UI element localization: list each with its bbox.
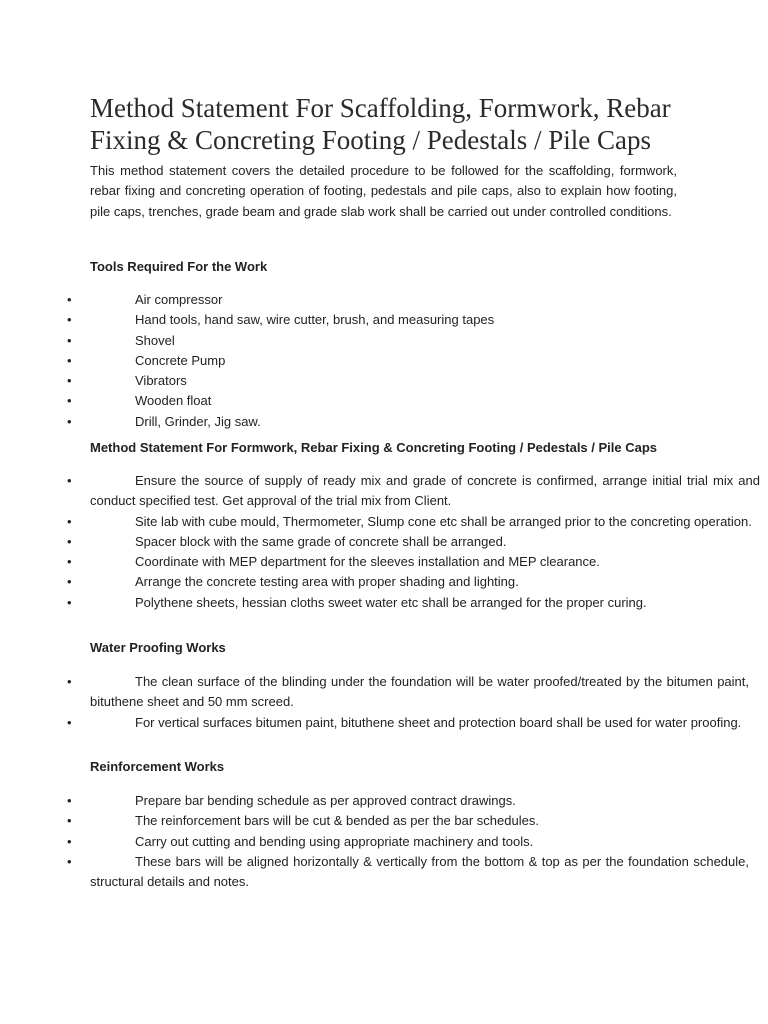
- list-item: [0, 811, 749, 831]
- list-item-text: The clean surface of the blinding under the foundation will be water proofed/treated by the bitumen paint, bituthene sheet and 50 mm screed.: [90, 674, 749, 710]
- bullet-icon: •: [67, 793, 72, 808]
- reinforcement-list: [0, 791, 749, 892]
- list-item-text: Hand tools, hand saw, wire cutter, brush, and measuring tapes: [135, 312, 495, 328]
- list-item-text: Drill, Grinder, Jig saw.: [135, 413, 261, 429]
- list-item-text: Prepare bar bending schedule as per approved contract drawings.: [135, 793, 516, 808]
- list-item: [0, 471, 760, 512]
- list-item-text: Spacer block with the same grade of concrete shall be arranged.: [135, 533, 507, 549]
- list-item: [0, 391, 768, 411]
- bullet-icon: •: [67, 513, 72, 529]
- bullet-icon: •: [67, 574, 72, 590]
- list-item-text: Site lab with cube mould, Thermometer, Slump cone etc shall be arranged prior to the concreting operation.: [135, 513, 752, 529]
- list-item: [0, 351, 768, 371]
- bullet-icon: •: [67, 674, 72, 689]
- list-item-text: For vertical surfaces bitumen paint, bituthene sheet and protection board shall be used for water proofing.: [135, 714, 742, 730]
- bullet-icon: •: [67, 594, 72, 610]
- list-item: [0, 532, 760, 552]
- list-item: [0, 672, 749, 713]
- list-item: [0, 832, 749, 852]
- list-item: [0, 512, 760, 532]
- bullet-icon: •: [67, 813, 72, 829]
- bullet-icon: •: [67, 853, 72, 869]
- bullet-icon: •: [67, 312, 72, 328]
- list-item: [0, 290, 768, 310]
- bullet-icon: •: [67, 833, 72, 849]
- list-item-text: Air compressor: [135, 292, 223, 307]
- tools-list: [0, 290, 768, 432]
- list-item-text: These bars will be aligned horizontally & vertically from the bottom & top as per the foundation schedule, structural details and notes.: [90, 853, 749, 890]
- list-item: [0, 412, 768, 432]
- bullet-icon: •: [67, 714, 72, 730]
- list-item: [0, 593, 760, 613]
- bullet-icon: •: [67, 393, 72, 409]
- bullet-icon: •: [67, 352, 72, 368]
- list-item: [0, 552, 760, 572]
- bullet-icon: •: [67, 332, 72, 348]
- heading-method: Method Statement For Formwork, Rebar Fixing & Concreting Footing / Pedestals / Pile Caps: [90, 440, 658, 455]
- bullet-icon: •: [67, 533, 72, 549]
- bullet-icon: •: [67, 473, 72, 488]
- list-item: [0, 310, 768, 330]
- list-item: [0, 713, 749, 733]
- intro-paragraph: This method statement covers the detailed procedure to be followed for the scaffolding, formwork, rebar fixing and concreting operation of footing, pedestals and pile caps, also to explain how footing, pile caps, trenches, grade beam and grade slab work shall be carried out under controlled conditions.: [90, 163, 677, 219]
- heading-waterproofing: Water Proofing Works: [90, 640, 226, 655]
- list-item-text: Carry out cutting and bending using appropriate machinery and tools.: [135, 833, 534, 849]
- list-item: [0, 572, 760, 592]
- bullet-icon: •: [67, 554, 72, 570]
- list-item-text: Arrange the concrete testing area with proper shading and lighting.: [135, 574, 519, 590]
- list-item-text: Coordinate with MEP department for the sleeves installation and MEP clearance.: [135, 554, 600, 570]
- list-item: [0, 852, 749, 893]
- list-item-text: Shovel: [135, 332, 175, 348]
- list-item-text: The reinforcement bars will be cut & bended as per the bar schedules.: [135, 813, 539, 829]
- list-item-text: Wooden float: [135, 393, 212, 409]
- list-item-text: Polythene sheets, hessian cloths sweet water etc shall be arranged for the proper curing.: [135, 594, 647, 610]
- method-list: [0, 471, 760, 613]
- list-item-text: Vibrators: [135, 373, 187, 389]
- list-item: [0, 331, 768, 351]
- page-title: Method Statement For Scaffolding, Formwork, Rebar Fixing & Concreting Footing / Pedestals / Pile Caps: [90, 93, 671, 155]
- list-item: [0, 791, 749, 811]
- heading-tools: Tools Required For the Work: [90, 259, 268, 274]
- list-item-text: Concrete Pump: [135, 352, 226, 368]
- waterproofing-list: [0, 672, 749, 733]
- bullet-icon: •: [67, 413, 72, 429]
- list-item-text: Ensure the source of supply of ready mix and grade of concrete is confirmed, arrange initial trial mix and conduct specified test. Get approval of the trial mix from Client.: [90, 473, 760, 509]
- list-item: [0, 371, 768, 391]
- bullet-icon: •: [67, 292, 72, 307]
- heading-reinforcement: Reinforcement Works: [90, 759, 225, 774]
- bullet-icon: •: [67, 373, 72, 389]
